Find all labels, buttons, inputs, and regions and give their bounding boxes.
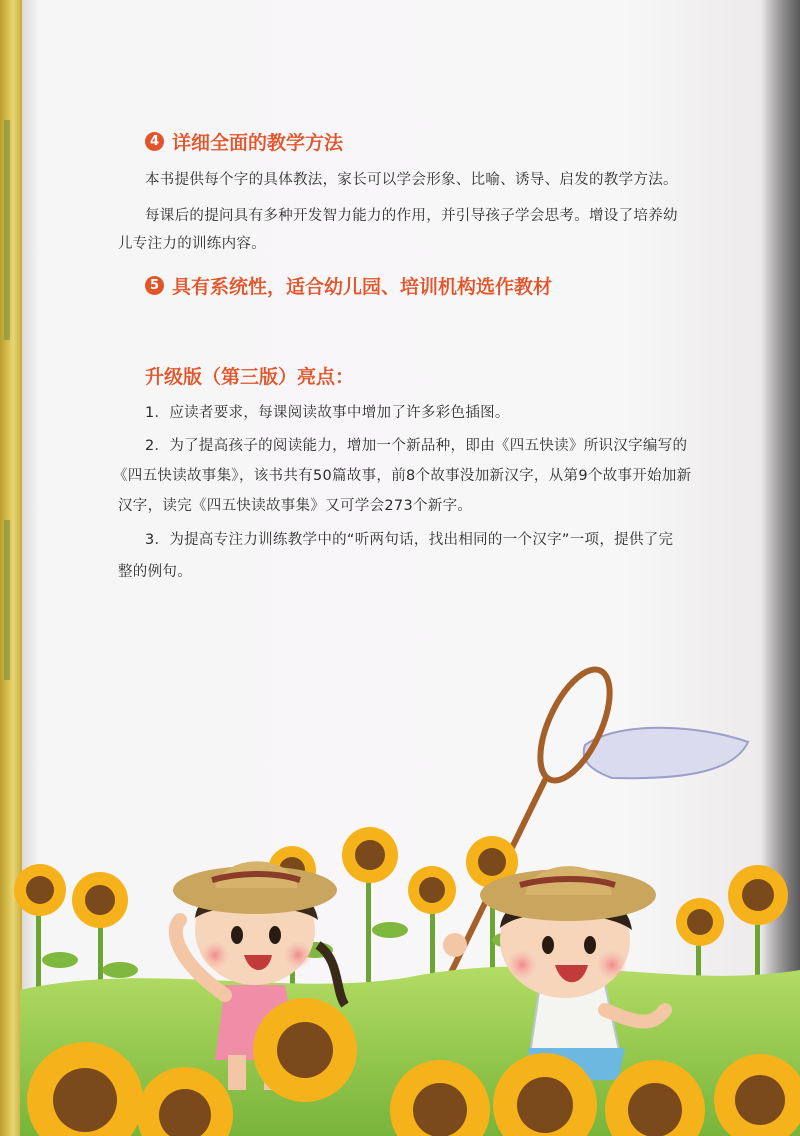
highlights-title: 升级版（第三版）亮点： (145, 366, 355, 388)
number-badge-5: 5 (145, 276, 164, 295)
section-4-paragraph-2-line-1: 每课后的提问具有多种开发智力能力的作用，并引导孩子学会思考。增设了培养幼 (145, 208, 678, 224)
section-5-title: 具有系统性，适合幼儿园、培训机构选作教材 (172, 276, 553, 298)
section-4-title: 详细全面的教学方法 (172, 132, 344, 154)
section-4-paragraph-2-line-2: 儿专注力的训练内容。 (118, 236, 266, 252)
highlight-item-2-line-1: 2．为了提高孩子的阅读能力，增加一个新品种，即由《四五快读》所识汉字编写的 (145, 438, 688, 454)
highlight-item-1: 1．应读者要求，每课阅读故事中增加了许多彩色插图。 (145, 405, 510, 421)
highlight-item-3-line-1: 3．为提高专注力训练教学中的“听两句话，找出相同的一个汉字”一项，提供了完 (145, 532, 674, 548)
highlight-item-2-line-3: 汉字，读完《四五快读故事集》又可学会273个新字。 (118, 498, 473, 514)
section-4-paragraph-1: 本书提供每个字的具体教法，家长可以学会形象、比喻、诱导、启发的教学方法。 (145, 172, 678, 188)
highlight-item-3-line-2: 整的例句。 (118, 564, 192, 580)
highlight-item-2-line-2: 《四五快读故事集》，该书共有50篇故事，前8个故事没加新汉字，从第9个故事开始加新 (113, 468, 692, 484)
number-badge-4: 4 (145, 132, 164, 151)
